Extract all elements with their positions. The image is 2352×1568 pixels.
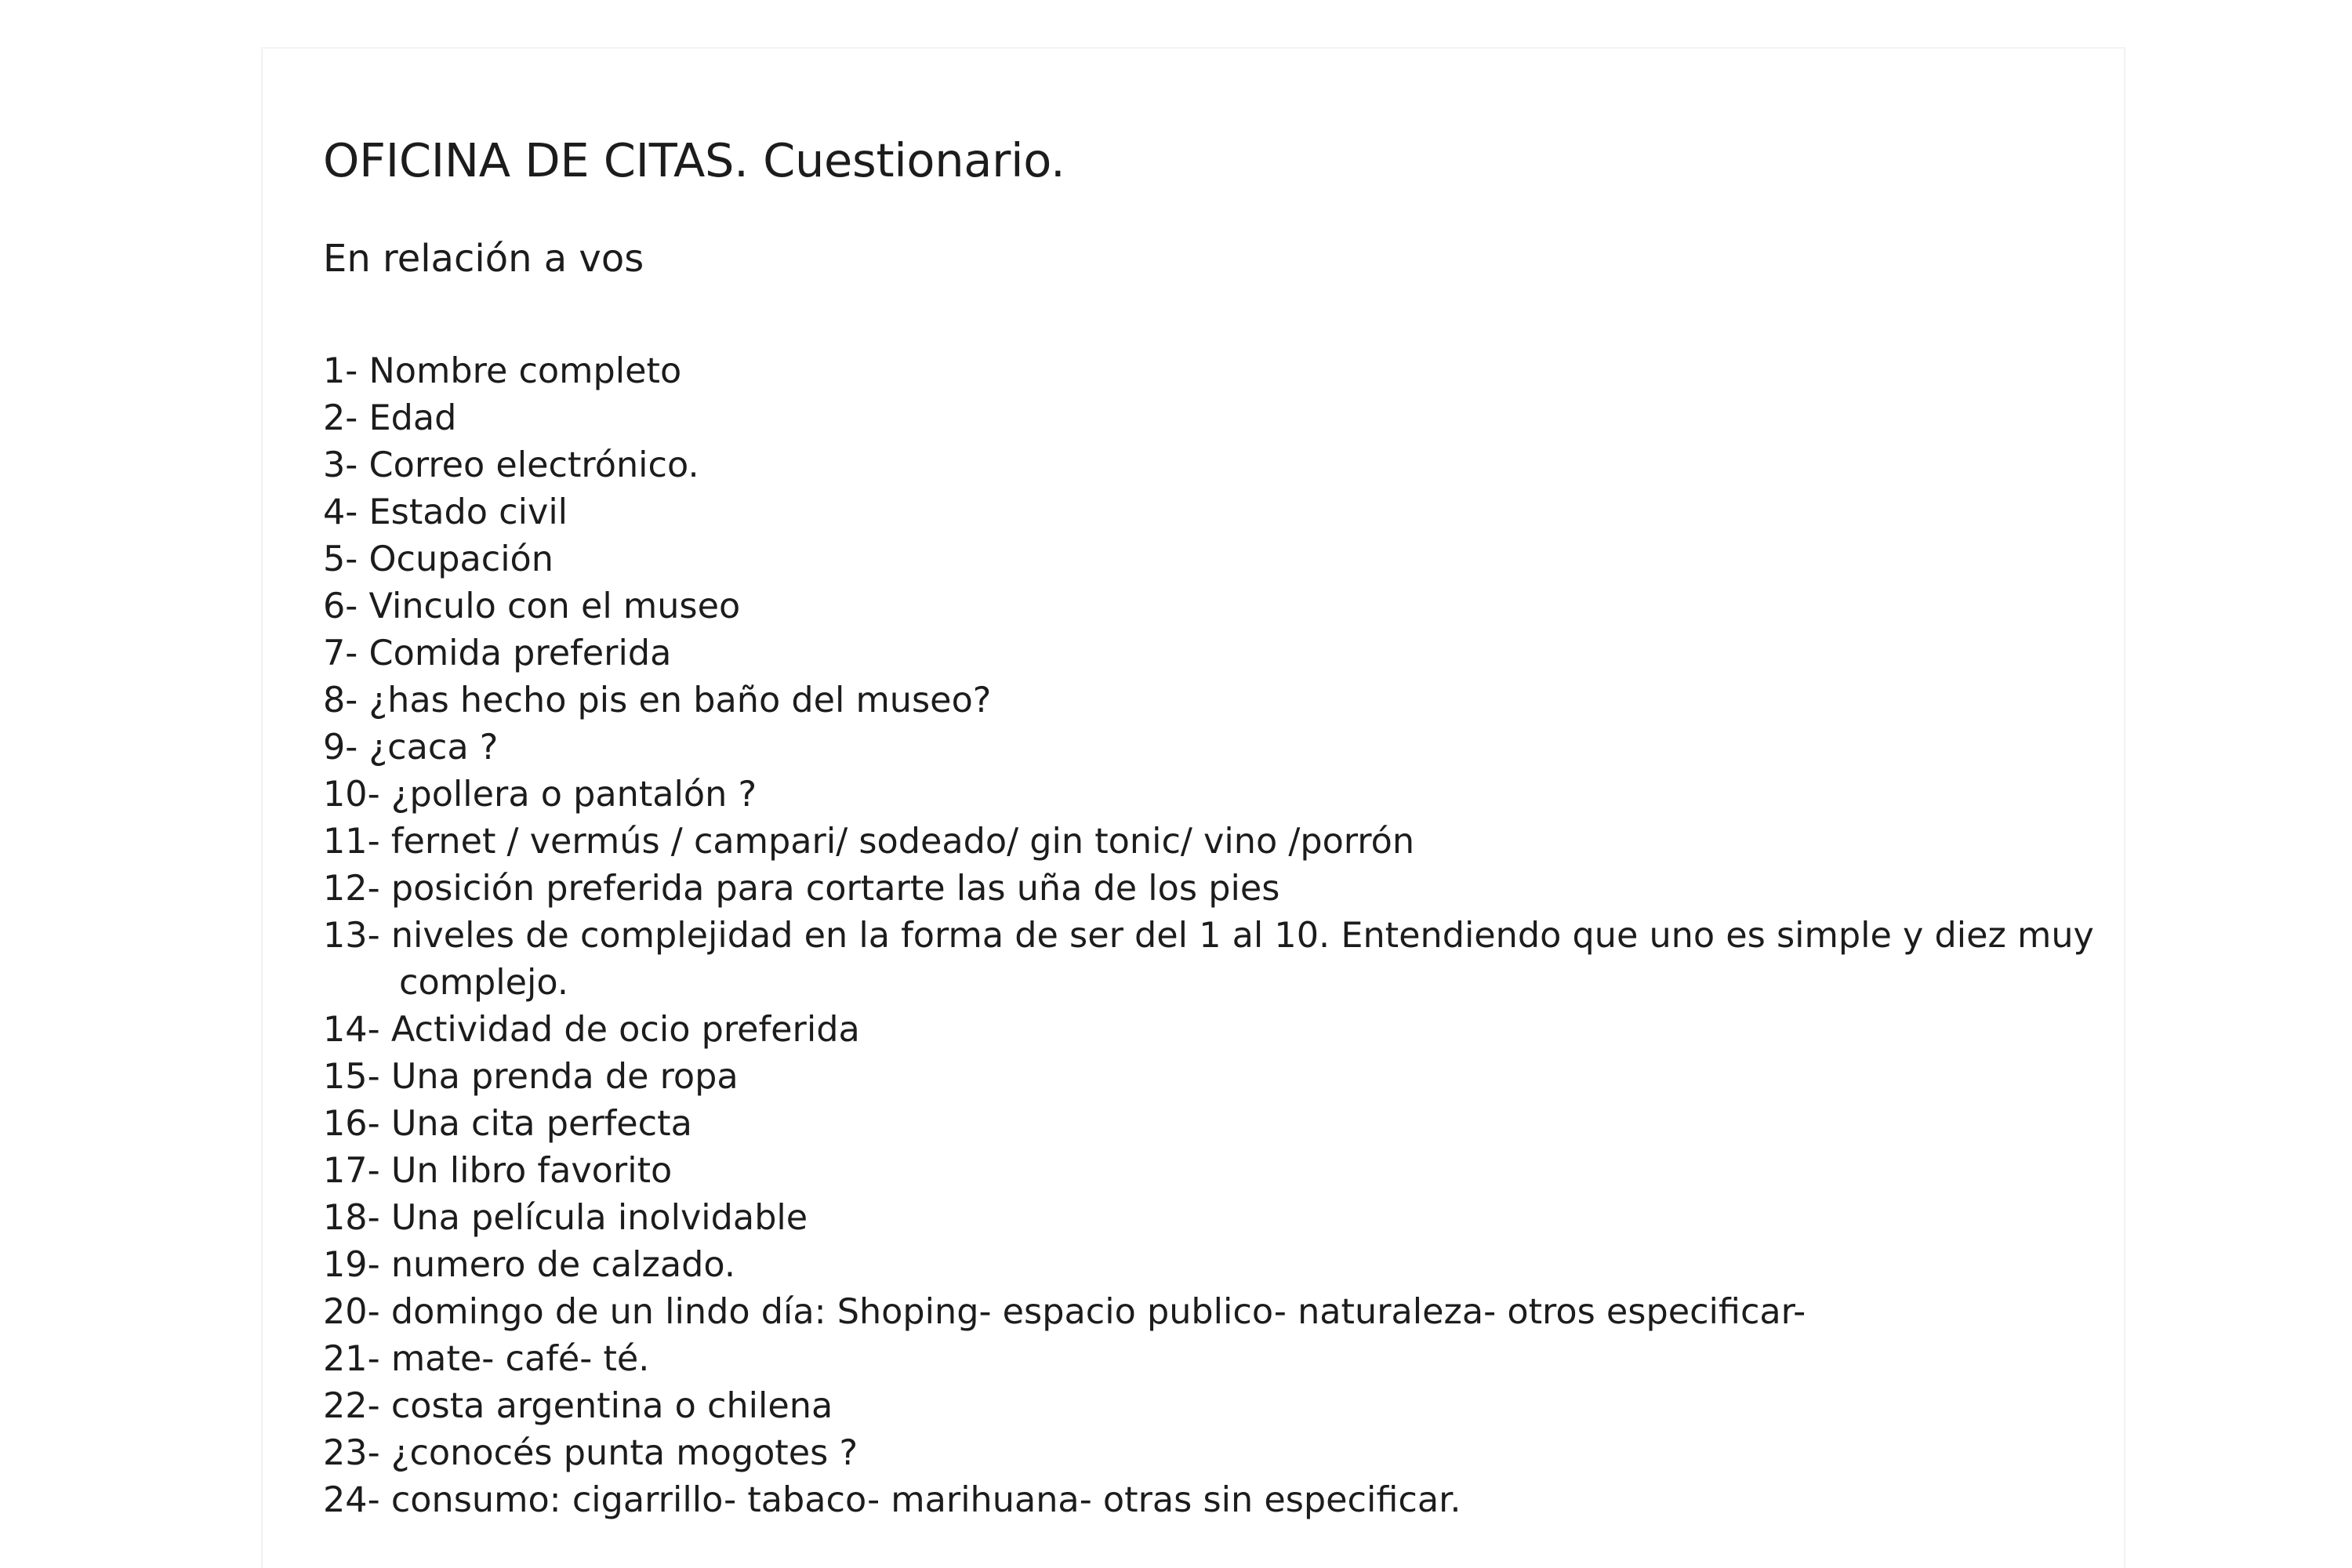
question-item: 9- ¿caca ? xyxy=(323,728,499,768)
question-item: 24- consumo: cigarrillo- tabaco- marihuana- otras sin especificar. xyxy=(323,1480,1461,1520)
question-item: 1- Nombre completo xyxy=(323,351,682,391)
question-item: 12- posición preferida para cortarte las uña de los pies xyxy=(323,869,1280,909)
document-page xyxy=(261,47,2125,1568)
question-item: 23- ¿conocés punta mogotes ? xyxy=(323,1433,858,1473)
question-item: 3- Correo electrónico. xyxy=(323,445,699,485)
question-item: 20- domingo de un lindo día: Shoping- espacio publico- naturaleza- otros especificar- xyxy=(323,1292,1806,1332)
question-item: 5- Ocupación xyxy=(323,539,554,579)
question-item: 2- Edad xyxy=(323,398,457,438)
question-item: 7- Comida preferida xyxy=(323,633,672,673)
section-subtitle: En relación a vos xyxy=(323,237,644,281)
question-item: 21- mate- café- té. xyxy=(323,1339,650,1379)
question-item: 11- fernet / vermús / campari/ sodeado/ gin tonic/ vino /porrón xyxy=(323,822,1415,862)
question-item: 4- Estado civil xyxy=(323,492,568,532)
question-item: 10- ¿pollera o pantalón ? xyxy=(323,775,757,815)
question-item: 19- numero de calzado. xyxy=(323,1245,735,1285)
question-item: 8- ¿has hecho pis en baño del museo? xyxy=(323,681,992,720)
question-item: 6- Vinculo con el museo xyxy=(323,586,741,626)
question-item: 15- Una prenda de ropa xyxy=(323,1057,739,1097)
question-item: 16- Una cita perfecta xyxy=(323,1104,692,1144)
question-item: 18- Una película inolvidable xyxy=(323,1198,808,1238)
question-item: 14- Actividad de ocio preferida xyxy=(323,1010,860,1050)
question-item: 17- Un libro favorito xyxy=(323,1151,673,1191)
question-list xyxy=(323,348,2111,1524)
question-item: 13- niveles de complejidad en la forma de ser del 1 al 10. Entendiendo que uno es simple y diez muy complejo. xyxy=(323,916,2094,1003)
question-item: 22- costa argentina o chilena xyxy=(323,1386,833,1426)
document-title: OFICINA DE CITAS. Cuestionario. xyxy=(323,133,1065,187)
